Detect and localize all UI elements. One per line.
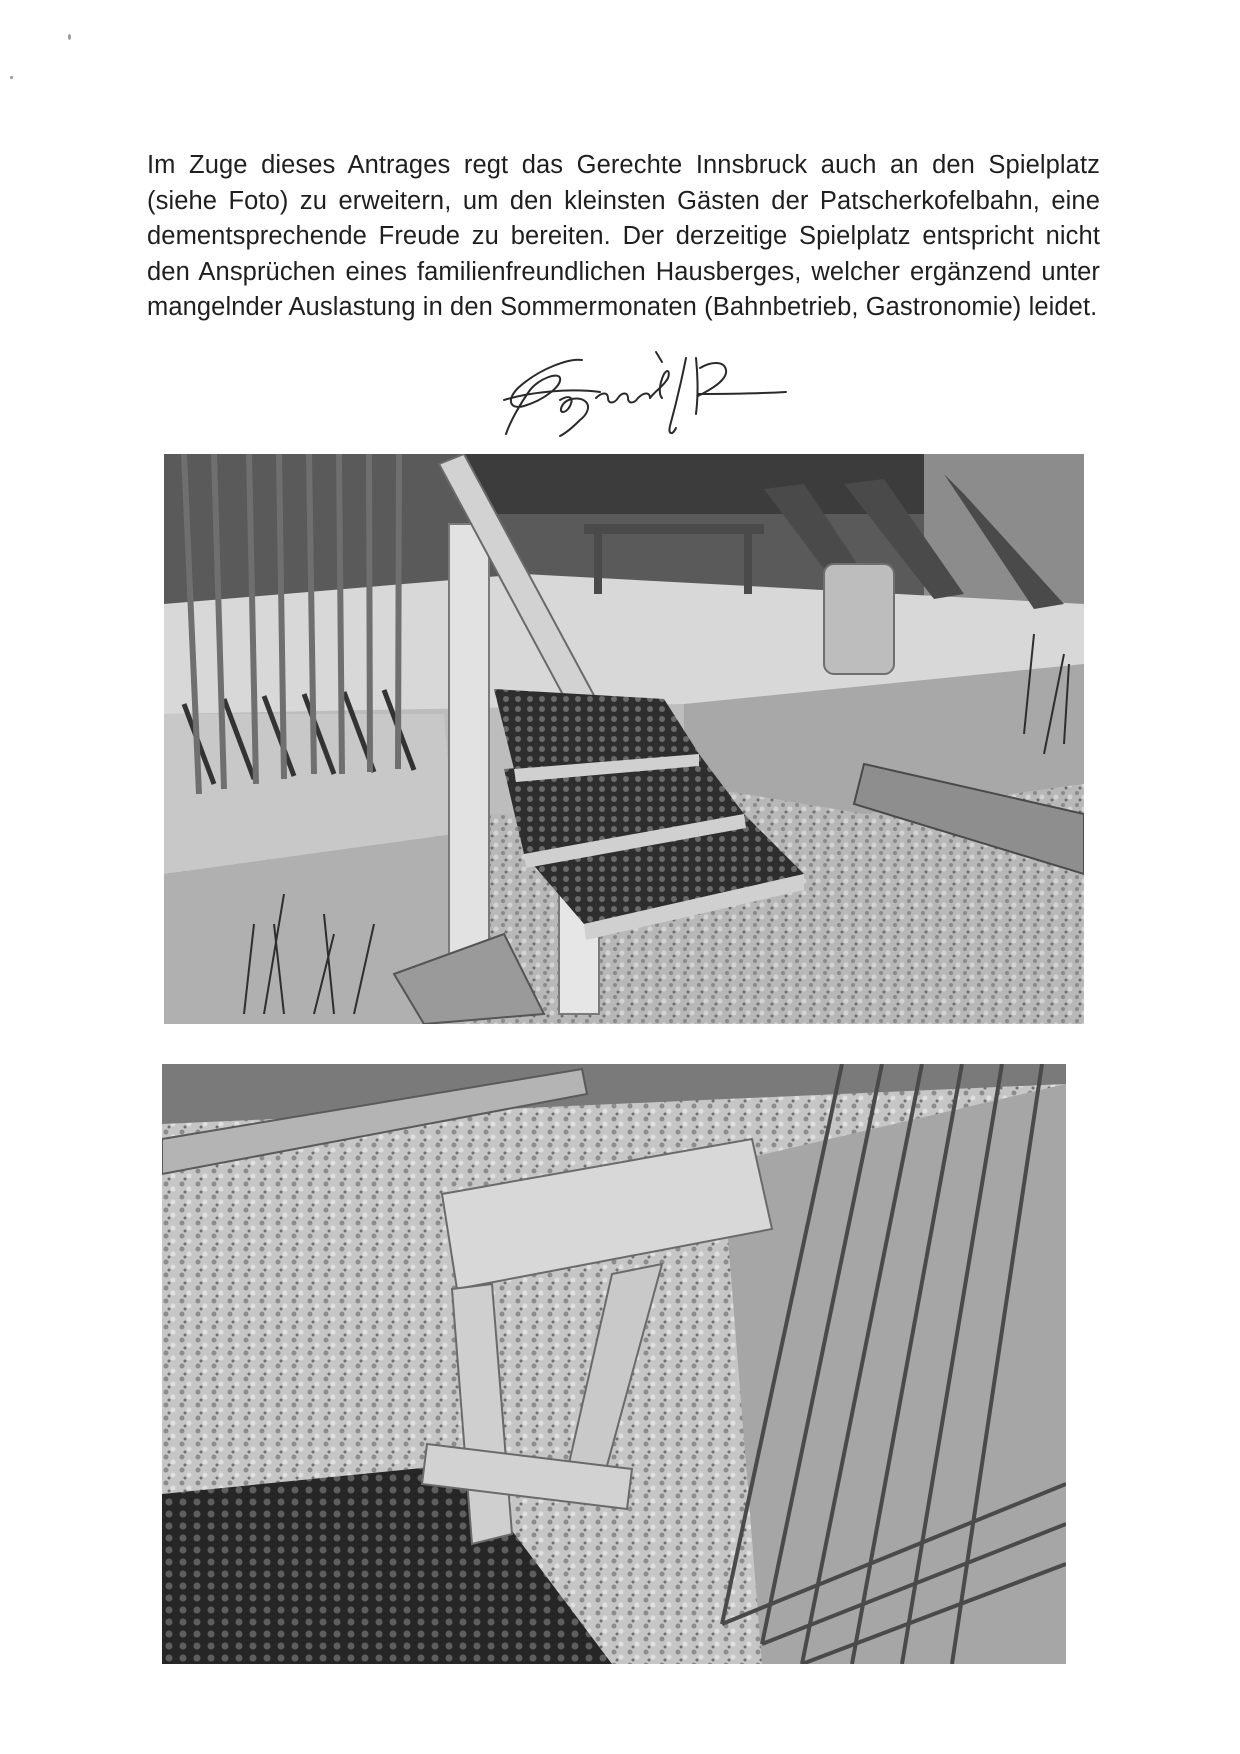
photo-staircase-terrace: [164, 454, 1084, 1024]
body-paragraph: Im Zuge dieses Antrages regt das Gerechte Innsbruck auch an den Spielplatz (siehe Foto) zu erweitern, um den kleinsten Gästen der Patscherkofelbahn, eine dementsprechende Freude zu bereiten. Der derzeitige Spielplatz entspricht nicht den Ansprüchen eines familienfreundlichen Hausberges, welcher ergänzend unter mangelnder Auslastung in den Sommermonaten (Bahnbetrieb, Gastronomie) leidet.: [147, 151, 1100, 321]
photo-stair-frame-railing: [162, 1064, 1066, 1664]
signature: [500, 348, 790, 440]
scan-speck: [68, 34, 71, 40]
scan-speck: [10, 76, 13, 79]
